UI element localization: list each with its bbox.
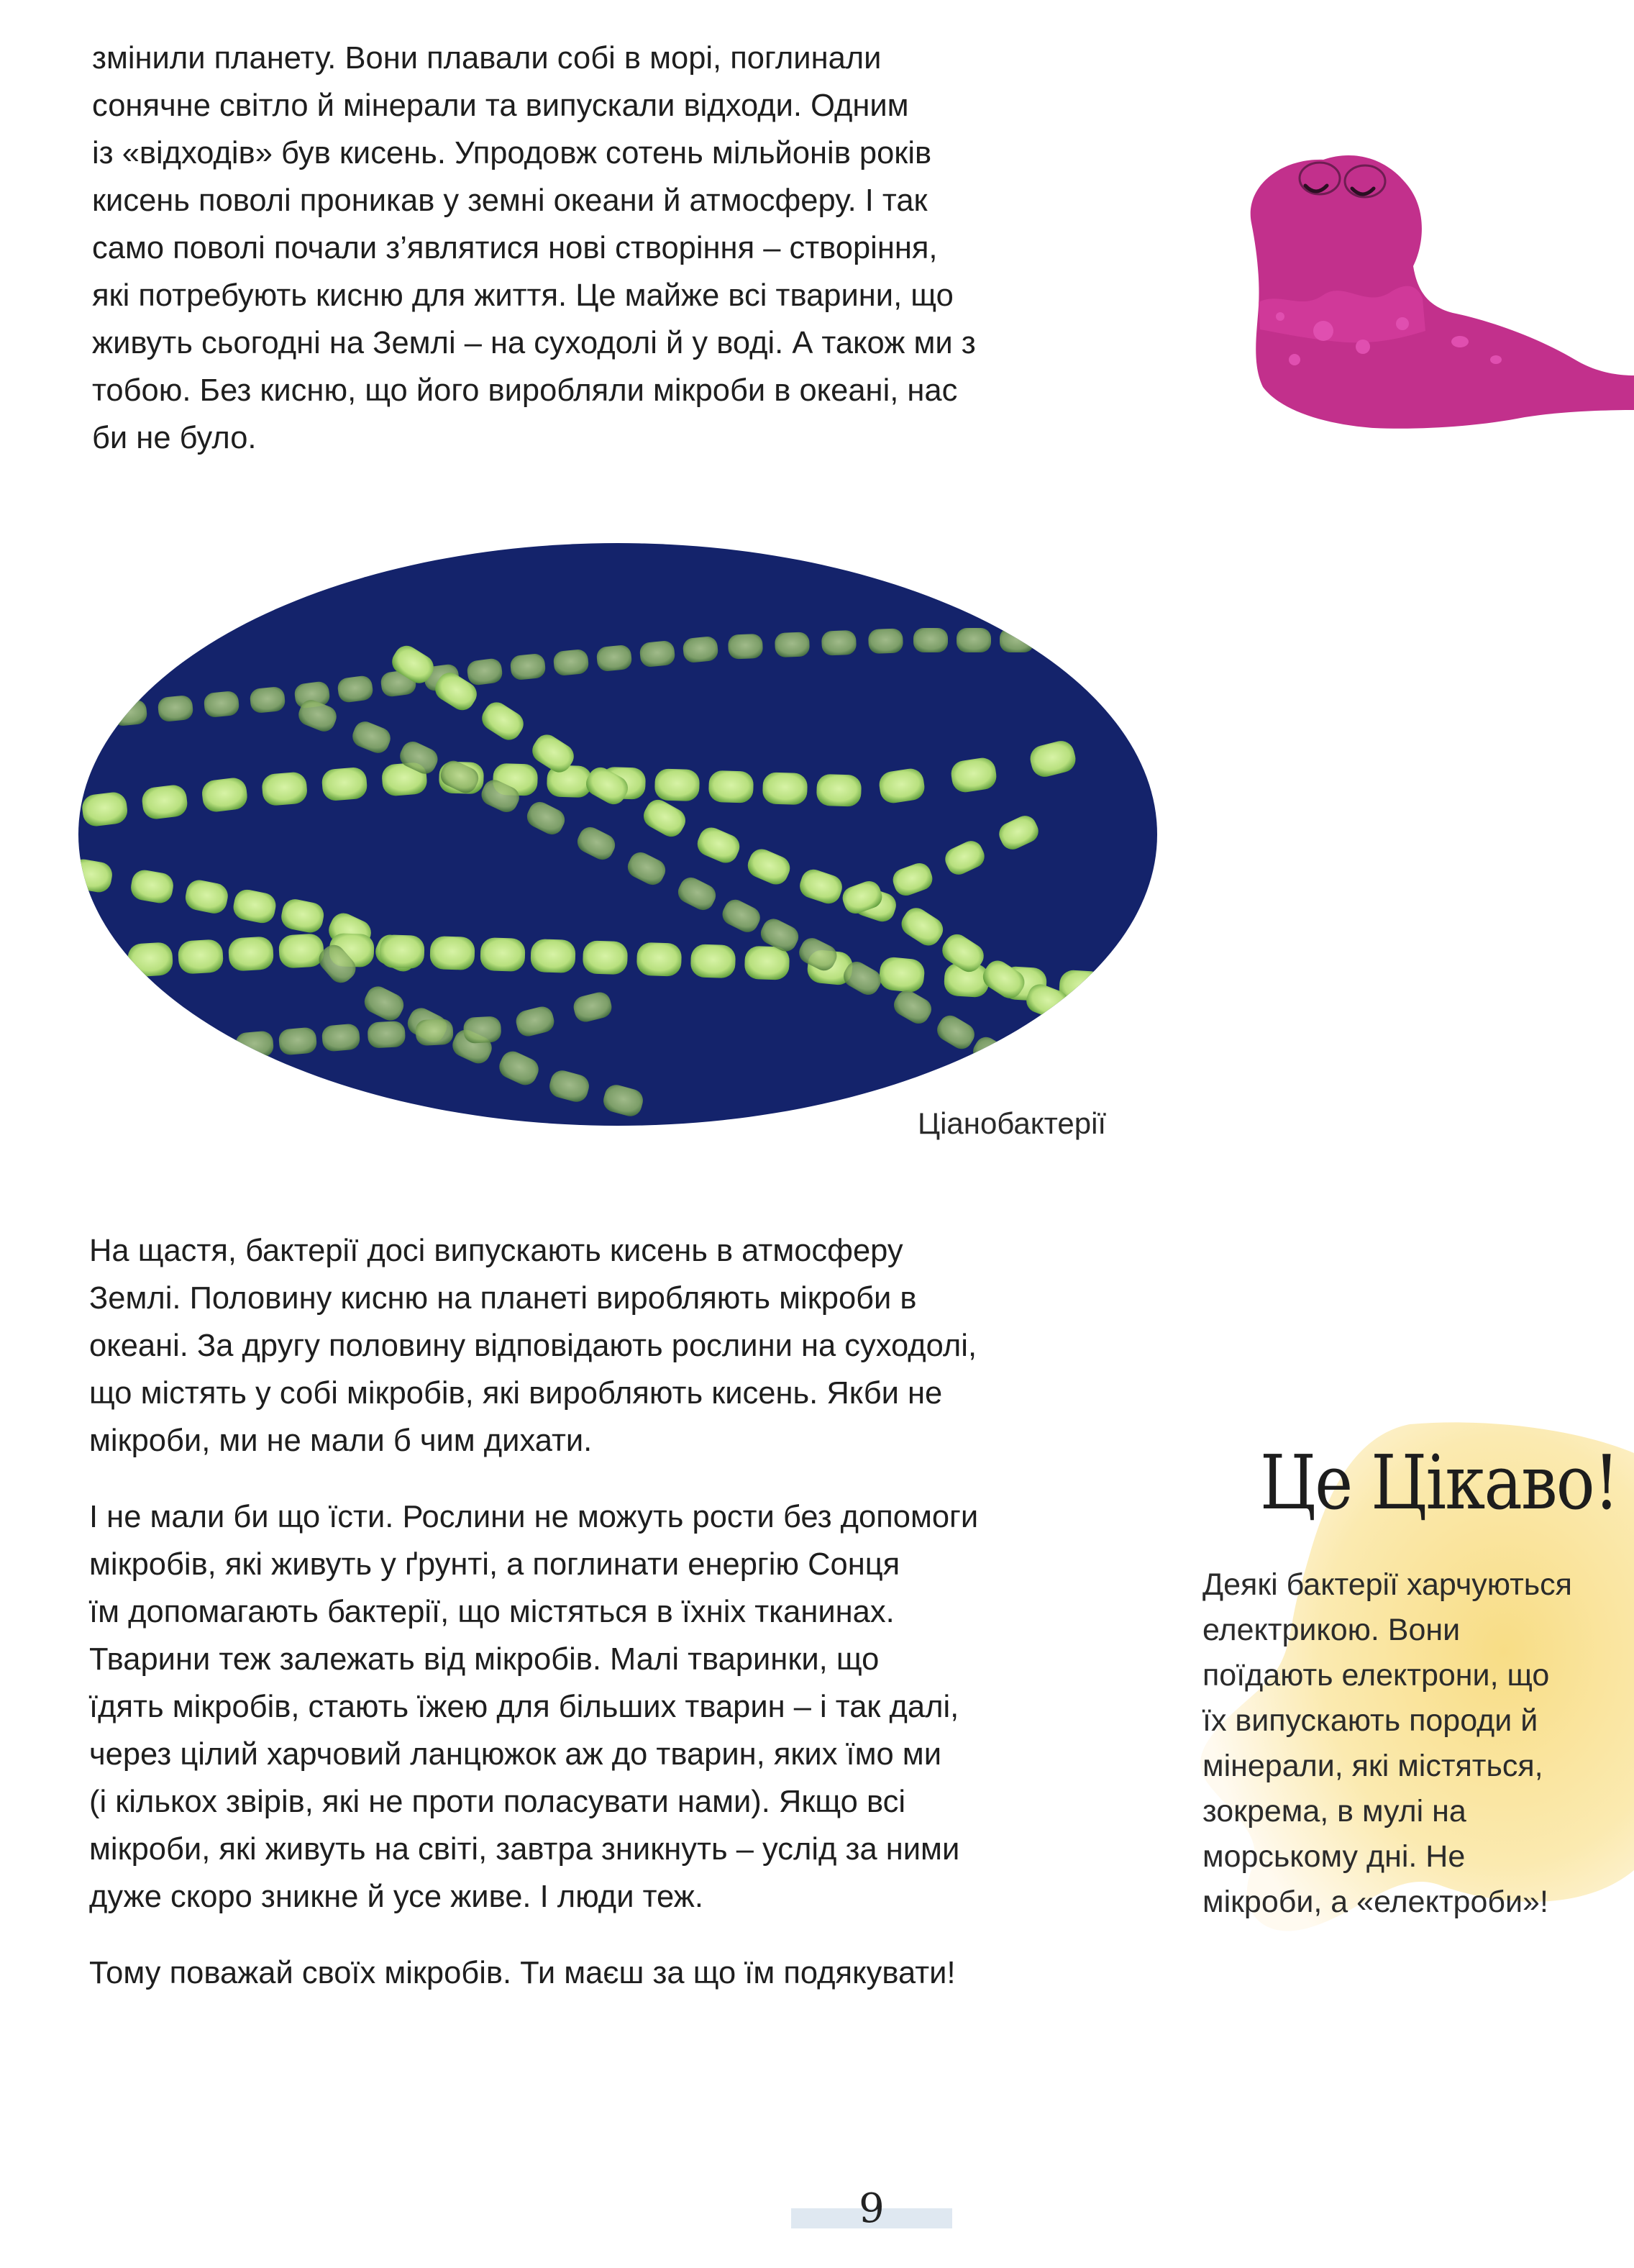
bacteria-cell — [762, 772, 808, 805]
bacteria-cell — [178, 939, 224, 974]
bacteria-cell — [775, 632, 810, 657]
bacteria-cell — [204, 691, 240, 718]
creature-spot — [1356, 340, 1370, 354]
intro-line: змінили планету. Вони плавали собі в морі, поглинали — [92, 41, 882, 76]
bacteria-cell — [367, 1021, 406, 1049]
bacteria-cell — [682, 636, 718, 664]
bacteria-cell — [654, 768, 700, 801]
bacteria-cell — [1086, 628, 1120, 652]
bacteria-cell — [1059, 970, 1105, 1006]
paragraph-line: Тварини теж залежать від мікробів. Малі тваринки, що — [89, 1642, 880, 1677]
bacteria-cell — [913, 628, 948, 652]
intro-line: само поволі почали з’являтися нові створіння – створіння, — [92, 231, 938, 265]
paragraph-line: Тому поважай своїх мікробів. Ти маєш за що їм подякувати! — [89, 1956, 956, 1990]
bacteria-cell — [235, 1030, 275, 1059]
intro-line: які потребують кисню для життя. Це майже всі тварини, що — [92, 278, 954, 313]
bacteria-cell — [228, 936, 275, 971]
paragraph-line: Землі. Половину кисню на планеті виробляють мікроби в — [89, 1281, 917, 1316]
paragraph-line: мікроби, ми не мали б чим дихати. — [89, 1424, 593, 1458]
bacteria-cell — [321, 767, 368, 802]
bacteria-cell — [379, 934, 424, 969]
bacteria-cell — [192, 1034, 232, 1062]
creature-spot — [1276, 312, 1284, 321]
bacteria-cell — [708, 770, 754, 803]
bacteria-cell — [415, 1019, 454, 1047]
intro-line: би не було. — [92, 421, 257, 455]
bacteria-cell — [158, 695, 194, 722]
fact-box-title: Це Цікаво! — [1260, 1439, 1619, 1526]
bacteria-cell — [77, 944, 124, 980]
bacteria-cell — [261, 771, 308, 806]
bacteria-cell — [639, 640, 675, 668]
bacteria-cell — [250, 686, 286, 714]
paragraph-line: їм допомагають бактерії, що містяться в їхніх тканинах. — [89, 1595, 895, 1629]
oxygen-paragraph — [89, 1227, 977, 1465]
fact-line: морському дні. Не — [1202, 1839, 1466, 1874]
creature-body — [1251, 155, 1634, 429]
bacteria-cell — [1069, 998, 1118, 1040]
creature-spot — [1396, 317, 1409, 330]
page-number: 9 — [859, 2185, 885, 2232]
bacteria-cell — [321, 1023, 361, 1052]
intro-line: сонячне світло й мінерали та випускали відходи. Одним — [92, 88, 909, 123]
bacteria-cell — [690, 944, 736, 978]
bacteria-cell — [127, 942, 174, 977]
bacteria-cell — [816, 774, 862, 807]
bacteria-cell — [583, 940, 628, 975]
paragraph-line: дуже скоро зникне й усе живе. І люди теж. — [89, 1880, 703, 1914]
fact-line: мінерали, які містяться, — [1202, 1749, 1543, 1783]
fact-line: електрикою. Вони — [1202, 1613, 1461, 1647]
paragraph-line: (і кількох звірів, які не проти поласувати нами). Якщо всі — [89, 1785, 905, 1819]
pink-creature-illustration — [1237, 144, 1634, 446]
paragraph-line: мікроби, які живуть на світі, завтра зникнуть – услід за ними — [89, 1832, 960, 1867]
bacteria-cell — [728, 634, 763, 660]
creature-spot — [1289, 354, 1300, 365]
paragraph-line: що містять у собі мікробів, які виробляють кисень. Якби не — [89, 1376, 943, 1411]
bacteria-cell — [429, 936, 475, 970]
intro-line: живуть сьогодні на Землі – на суходолі й у воді. А також ми з — [92, 326, 976, 360]
creature-spot — [1490, 355, 1502, 364]
bacteria-cell — [552, 649, 589, 677]
fact-line: їх випускають породи й — [1202, 1703, 1538, 1738]
bacteria-cell — [821, 630, 857, 656]
bacteria-cell — [1000, 628, 1034, 652]
bacteria-cell — [75, 703, 101, 731]
fact-box-text — [1202, 1562, 1572, 1925]
intro-line: тобою. Без кисню, що його виробляли мікроби в океані, нас — [92, 373, 958, 408]
bacteria-cell — [278, 1026, 318, 1055]
intro-line: кисень поволі проникав у земні океани й атмосферу. І так — [92, 183, 928, 218]
thanks-paragraph — [89, 1949, 956, 1997]
creature-spot — [1451, 336, 1469, 347]
bacteria-cell — [480, 937, 525, 972]
bacteria-cell — [878, 956, 926, 993]
paragraph-line: мікробів, які живуть у ґрунті, а поглинати енергію Сонця — [89, 1547, 900, 1582]
bacteria-cell — [111, 699, 148, 727]
bacteria-cell — [530, 939, 575, 973]
paragraph-line: І не мали би що їсти. Рослини не можуть рости без допомоги — [89, 1500, 979, 1534]
bacteria-cell — [278, 933, 325, 968]
paragraph-line: їдять мікробів, стають їжею для більших тварин – і так далі, — [89, 1690, 959, 1724]
bacteria-cell — [868, 628, 903, 654]
bacteria-cell — [957, 628, 991, 652]
food-paragraph — [89, 1493, 978, 1921]
paragraph-line: через цілий харчовий ланцюжок аж до тварин, яких їмо ми — [89, 1737, 942, 1772]
bacteria-cell — [595, 645, 632, 673]
figure-caption: Ціанобактерії — [918, 1106, 1107, 1140]
bacteria-cell — [636, 942, 682, 977]
bacteria-cell — [1043, 628, 1077, 652]
bacteria-cell — [1129, 628, 1161, 652]
intro-line: із «відходів» був кисень. Упродовж сотень мільйонів років — [92, 136, 932, 170]
fact-line: мікроби, а «електроби»! — [1202, 1885, 1548, 1919]
fact-line: Деякі бактерії харчуються — [1202, 1567, 1572, 1602]
paragraph-line: На щастя, бактерії досі випускають кисень в атмосферу — [89, 1234, 903, 1268]
bacteria-cell — [463, 1016, 502, 1044]
cyanobacteria-image — [75, 532, 1161, 1137]
creature-spot — [1313, 321, 1333, 341]
bacteria-cell — [1116, 973, 1161, 1009]
bacteria-cell — [509, 653, 546, 681]
paragraph-line: океані. За другу половину відповідають рослини на суходолі, — [89, 1329, 977, 1363]
fact-line: зокрема, в мулі на — [1202, 1794, 1466, 1828]
intro-paragraph — [92, 35, 976, 462]
fact-line: поїдають електрони, що — [1202, 1658, 1550, 1693]
